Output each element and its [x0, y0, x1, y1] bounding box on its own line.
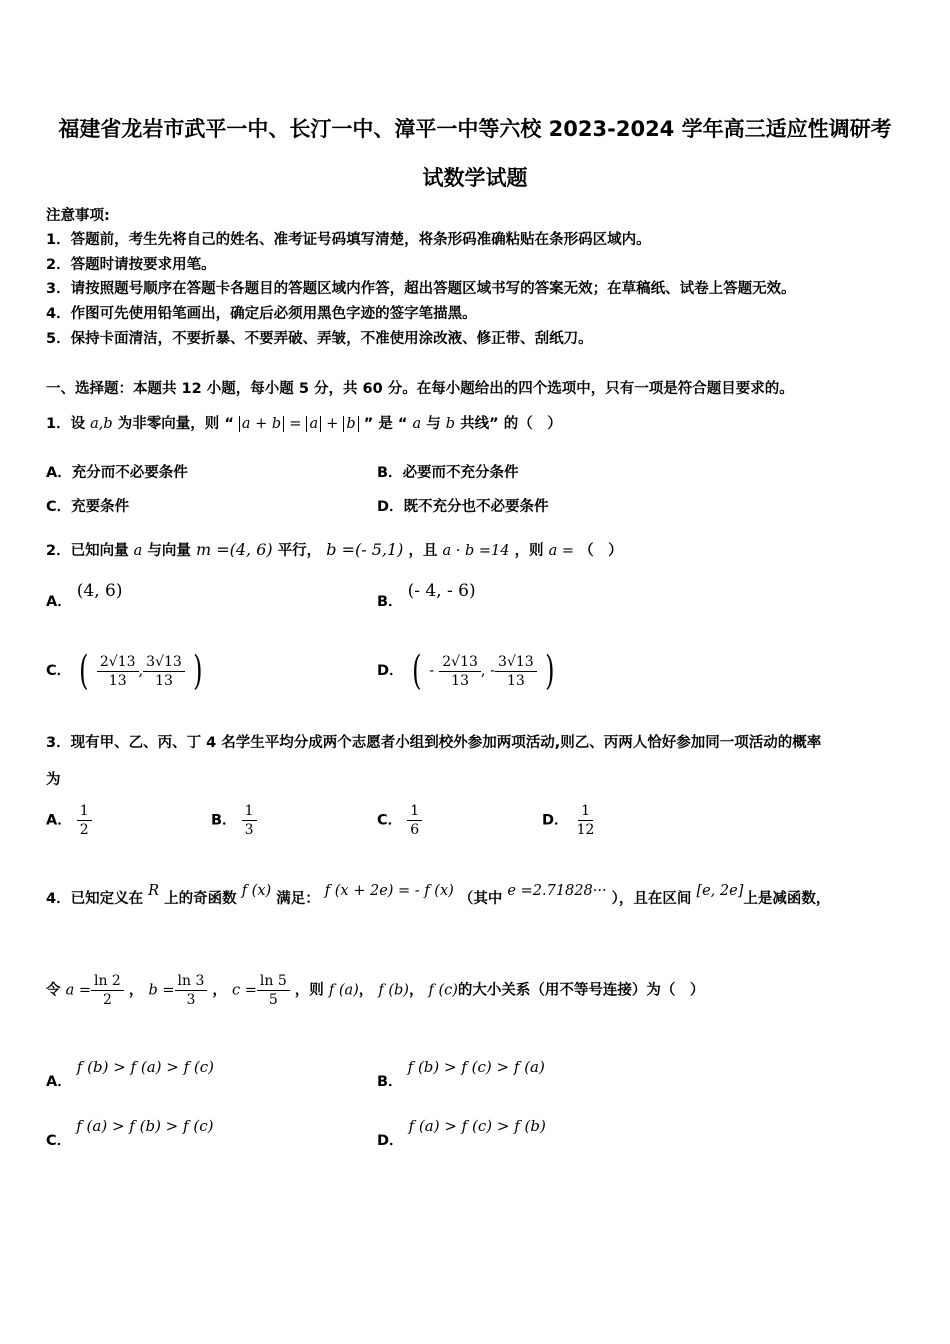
- question-4: 4．已知定义在 R 上的奇函数 f (x) 满足： f (x + 2e) = - f (x) （其中 e =2.71828··· ），且在区间 [e, 2e]上是减函数，: [46, 883, 831, 907]
- q4-option-d[interactable]: D． f (a) > f (c) > f (b): [377, 1117, 546, 1149]
- q2-option-d[interactable]: D． ( - $\frac{2√13}{13}$ , - $\frac{3√13}{13}$ ): [377, 648, 555, 694]
- section-heading: 一、选择题：本题共 12 小题，每小题 5 分，共 60 分。在每小题给出的四个选项中，只有一项是符合题目要求的。: [46, 381, 794, 397]
- vector-b: b =(- 5,1): [326, 540, 404, 559]
- var-ab: a,b: [90, 416, 113, 432]
- note-item: 2．答题时请按要求用笔。: [46, 257, 216, 273]
- q2-option-b[interactable]: B． (- 4, - 6): [377, 581, 476, 610]
- q3-option-a[interactable]: A． $\frac{1}{2}$: [46, 802, 92, 839]
- abs-a: a: [306, 416, 321, 432]
- q4-option-a[interactable]: A． f (b) > f (a) > f (c): [46, 1058, 215, 1090]
- q3-option-c[interactable]: C． $\frac{1}{6}$: [377, 802, 422, 839]
- question-4-line2: 令 a = $\frac{\ln 2}{2}$ ， b = $\frac{\ln 3}{3}$ ， c = $\frac{\ln 5}{5}$ ，则 f (a)， f (b)， f (c)的大小关系（用不等号连接）为（ ）: [46, 973, 705, 1008]
- note-item: 4．作图可先使用铅笔画出，确定后必须用黑色字迹的签字笔描黑。: [46, 306, 477, 322]
- dot-product: a · b =14: [442, 543, 510, 559]
- page-title-line2: 试数学试题: [422, 166, 528, 190]
- note-item: 5．保持卡面清洁，不要折暴、不要弄破、弄皱，不准使用涂改液、修正带、刮纸刀。: [46, 331, 593, 347]
- note-item: 1．答题前，考生先将自己的姓名、准考证号码填写清楚，将条形码准确粘贴在条形码区域内。: [46, 232, 651, 248]
- question-2: 2．已知向量 a 与向量 m =(4, 6) 平行， b =(- 5,1) ，且 a · b =14 ，则 a = （ ）: [46, 540, 623, 559]
- question-3-line2: 为: [46, 772, 61, 788]
- question-3: 3．现有甲、乙、丙、丁 4 名学生平均分成两个志愿者小组到校外参加两项活动,则乙、丙两人恰好参加同一项活动的概率: [46, 735, 822, 751]
- q1-option-d[interactable]: D．既不充分也不必要条件: [377, 499, 549, 515]
- q3-option-b[interactable]: B． $\frac{1}{3}$: [211, 802, 257, 839]
- q1-option-b[interactable]: B．必要而不充分条件: [377, 465, 519, 481]
- page-title: 福建省龙岩市武平一中、长汀一中、漳平一中等六校 2023-2024 学年高三适应性调研考: [58, 117, 892, 141]
- q4-option-c[interactable]: C． f (a) > f (b) > f (c): [46, 1117, 214, 1149]
- abs-b: b: [343, 416, 358, 432]
- q1-option-a[interactable]: A．充分而不必要条件: [46, 465, 188, 481]
- q1-option-c[interactable]: C．充要条件: [46, 499, 130, 515]
- vector-m: m =(4, 6): [195, 540, 273, 559]
- notes-heading: 注意事项:: [46, 208, 110, 224]
- q2-option-c[interactable]: C． ( $\frac{2√13}{13}$ , $\frac{3√13}{13}$ ): [46, 648, 203, 694]
- q4-option-b[interactable]: B． f (b) > f (c) > f (a): [377, 1058, 545, 1090]
- question-1: 1．设 a,b 为非零向量，则 “ a + b = a + b ” 是 “ a 与 b 共线” 的（ ）: [46, 416, 562, 432]
- q2-option-a[interactable]: A． (4, 6): [46, 581, 123, 610]
- note-item: 3．请按照题号顺序在答题卡各题目的答题区域内作答，超出答题区域书写的答案无效；在草稿纸、试卷上答题无效。: [46, 281, 796, 297]
- functional-equation: f (x + 2e) = - f (x): [324, 883, 454, 899]
- abs-a-plus-b: a + b: [239, 416, 284, 432]
- q3-option-d[interactable]: D． $\frac{1}{12}$: [542, 803, 595, 838]
